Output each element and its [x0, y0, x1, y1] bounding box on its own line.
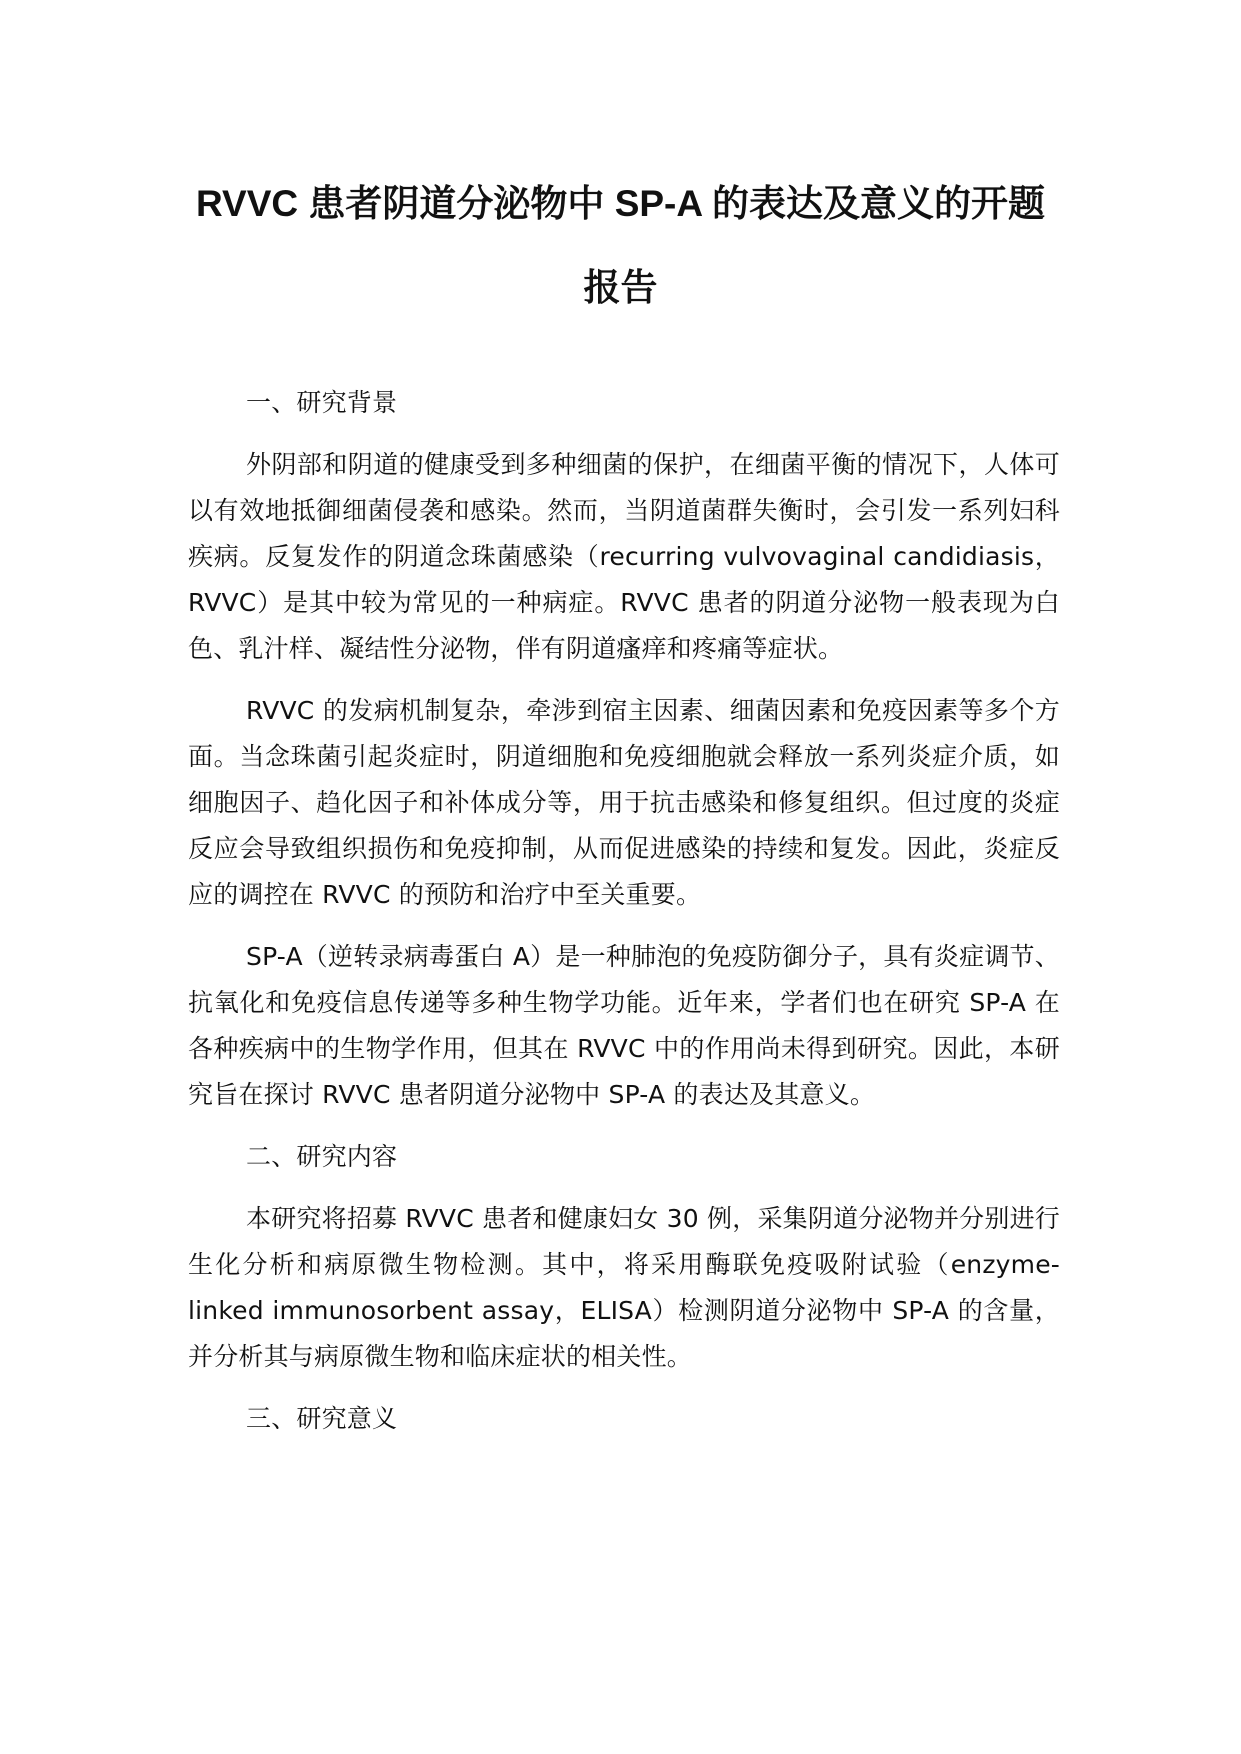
document-title-line-1: RVVC 患者阴道分泌物中 SP-A 的表达及意义的开题: [196, 183, 1045, 224]
document-title-line-2: 报告: [583, 267, 658, 308]
paragraph: 本研究将招募 RVVC 患者和健康妇女 30 例，采集阴道分泌物并分别进行生化分析和病原微生物检测。其中，将采用酶联免疫吸附试验（enzyme-linked immunosorbent assay，ELISA）检测阴道分泌物中 SP-A 的含量，并分析其与病原微生物和临床症状的相关性。: [188, 1204, 1060, 1371]
section-heading-significance: 三、研究意义: [246, 1404, 398, 1433]
paragraph: SP-A（逆转录病毒蛋白 A）是一种肺泡的免疫防御分子，具有炎症调节、抗氧化和免疫信息传递等多种生物学功能。近年来，学者们也在研究 SP-A 在各种疾病中的生物学作用，但其在 RVVC 中的作用尚未得到研究。因此，本研究旨在探讨 RVVC 患者阴道分泌物中 SP-A 的表达及其意义。: [188, 942, 1060, 1109]
paragraph: RVVC 的发病机制复杂，牵涉到宿主因素、细菌因素和免疫因素等多个方面。当念珠菌引起炎症时，阴道细胞和免疫细胞就会释放一系列炎症介质，如细胞因子、趋化因子和补体成分等，用于抗击感染和修复组织。但过度的炎症反应会导致组织损伤和免疫抑制，从而促进感染的持续和复发。因此，炎症反应的调控在 RVVC 的预防和治疗中至关重要。: [188, 696, 1060, 909]
section-heading-content: 二、研究内容: [246, 1142, 398, 1171]
document-body: [188, 380, 1060, 1458]
section-heading-background: 一、研究背景: [246, 388, 398, 417]
paragraph: 外阴部和阴道的健康受到多种细菌的保护，在细菌平衡的情况下，人体可以有效地抵御细菌侵袭和感染。然而，当阴道菌群失衡时，会引发一系列妇科疾病。反复发作的阴道念珠菌感染（recurring vulvovaginal candidiasis，RVVC）是其中较为常见的一种病症。RVVC 患者的阴道分泌物一般表现为白色、乳汁样、凝结性分泌物，伴有阴道瘙痒和疼痛等症状。: [188, 450, 1060, 663]
